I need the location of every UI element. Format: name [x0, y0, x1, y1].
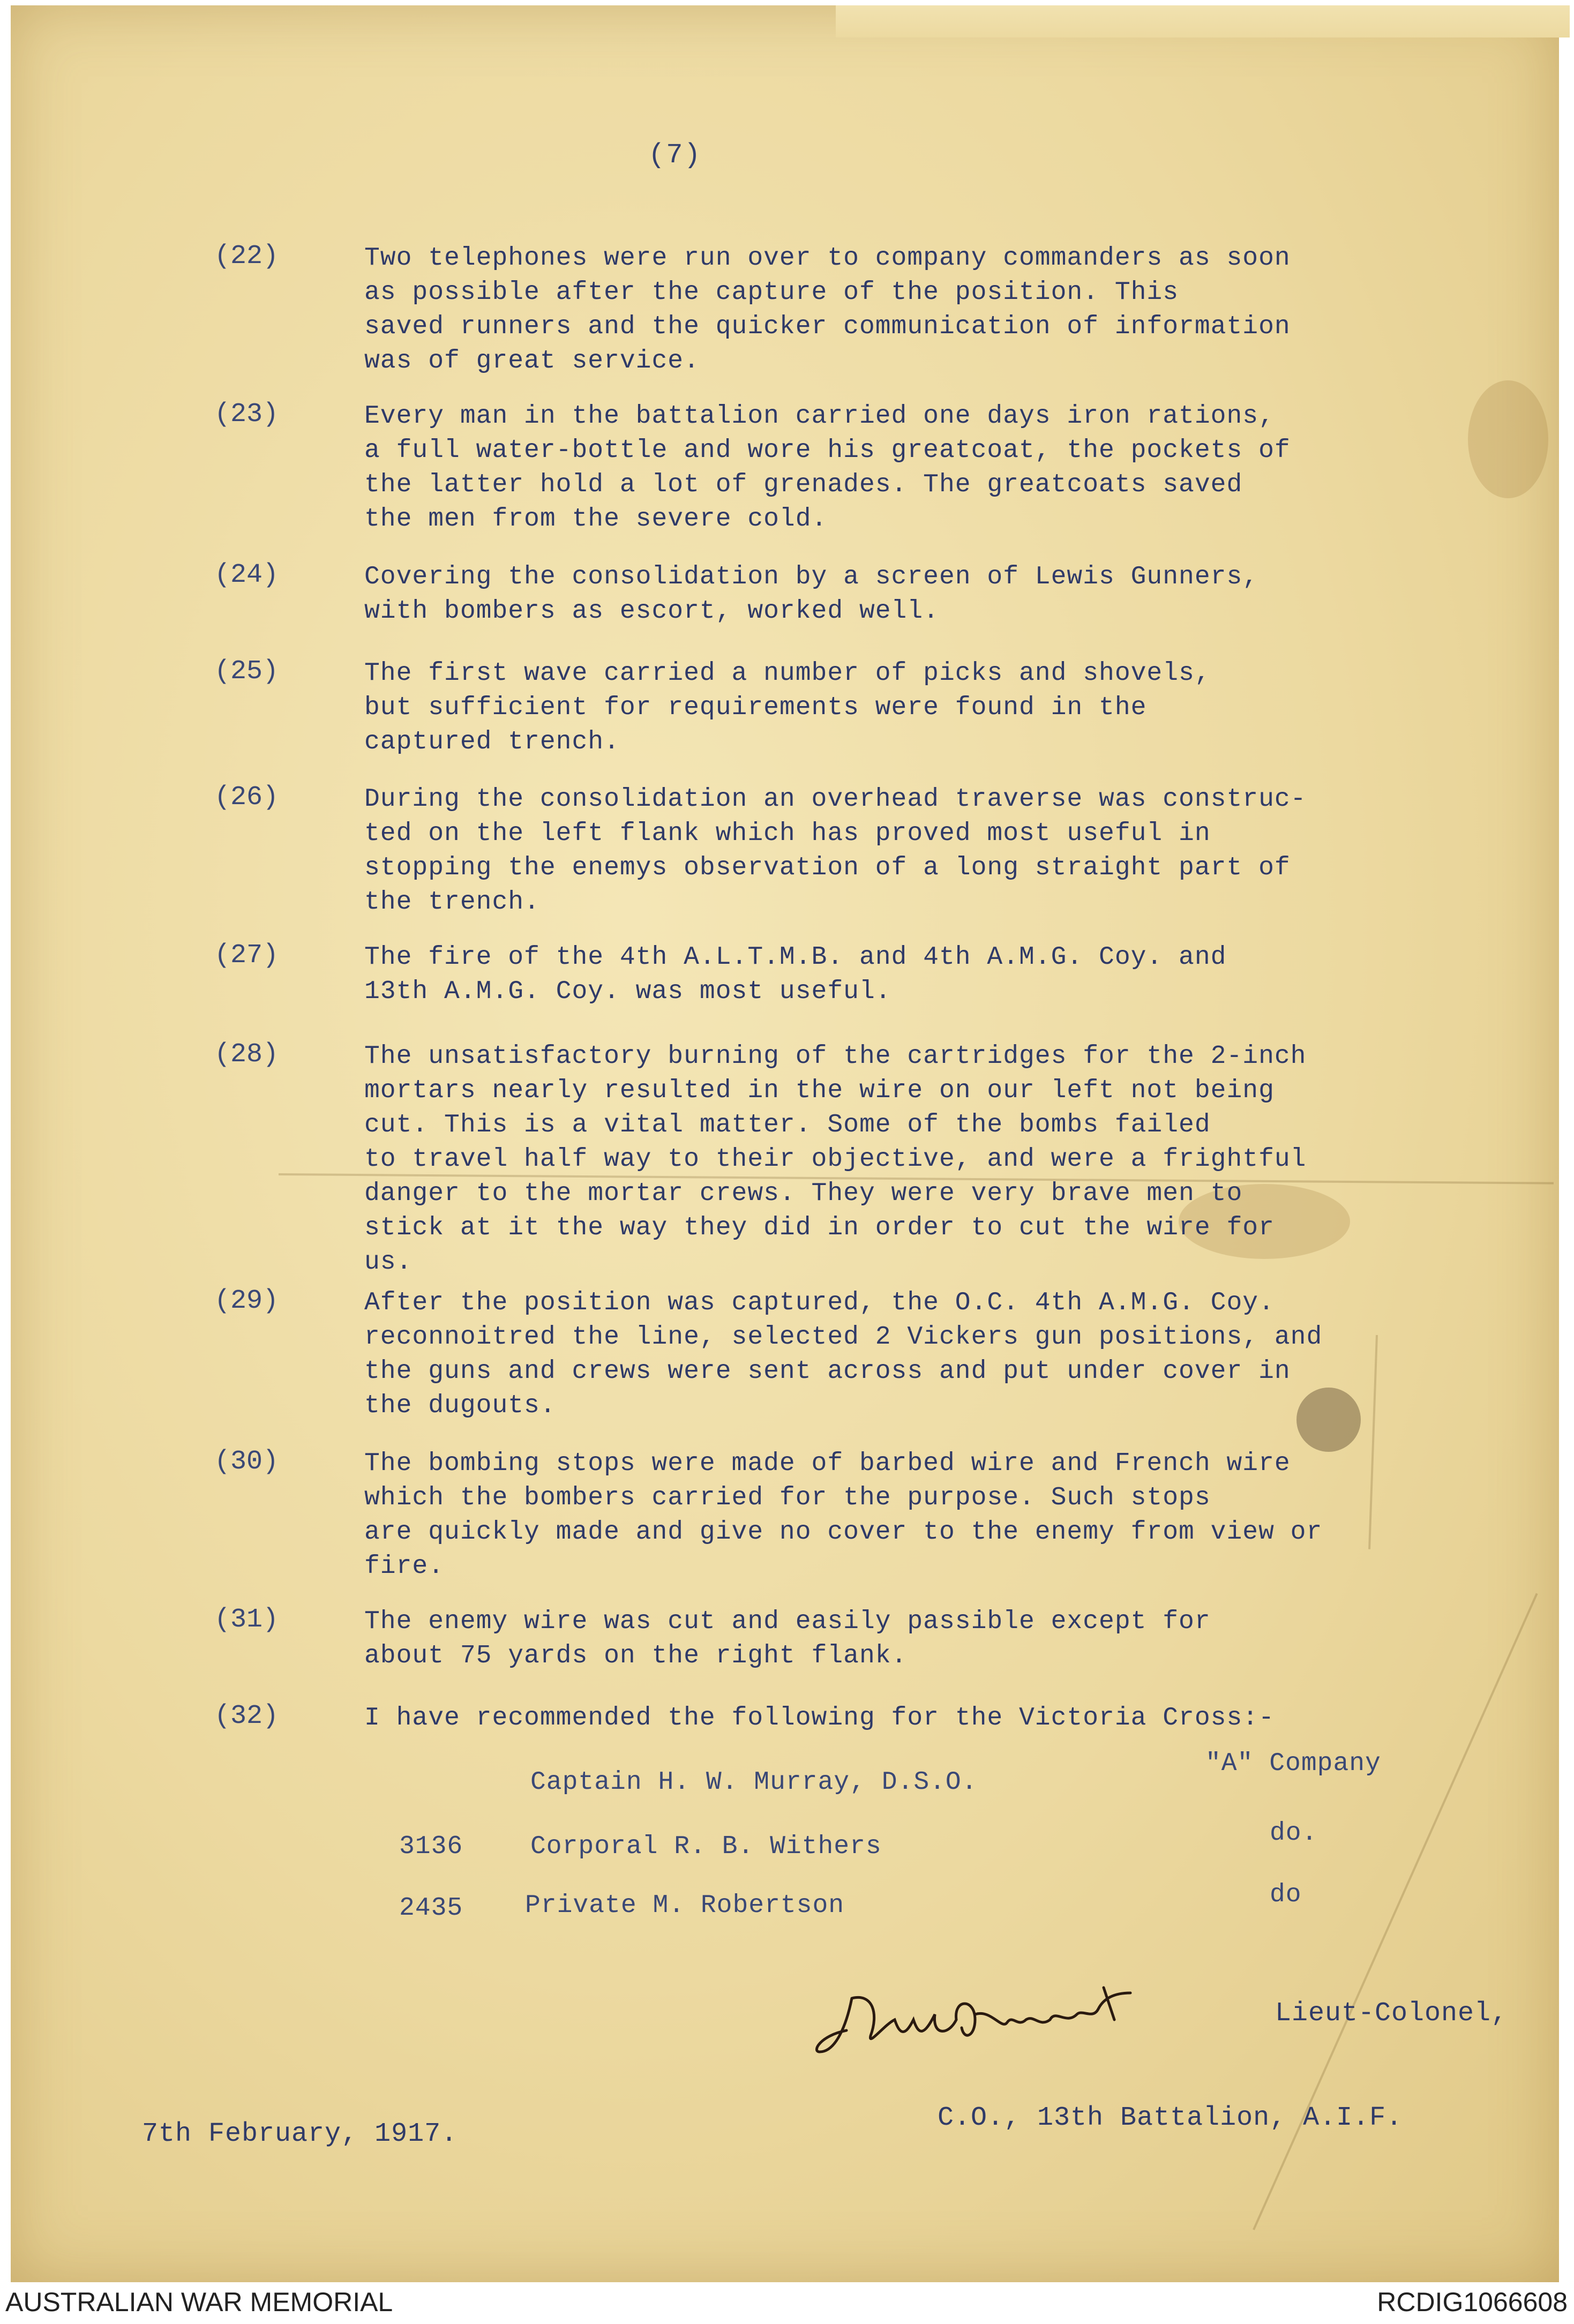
nominee-name: Captain H. W. Murray, D.S.O.	[530, 1768, 978, 1797]
archive-footer-label: AUSTRALIAN WAR MEMORIAL	[5, 2287, 393, 2317]
paragraph-text: The unsatisfactory burning of the cartridges for the 2-inch mortars nearly resulted in the wire on our left not being cut. This is a vital matter. Some of the bombs failed to travel half way to their objective, and were a frightful danger to the mortar crews. They were very brave men to stick at it the way they did in order to cut the wire for us.	[364, 1042, 1307, 1277]
archive-reference-id: RCDIG1066608	[1377, 2287, 1568, 2317]
paragraph-number: (22)	[214, 241, 279, 272]
paragraph-text: Two telephones were run over to company commanders as soon as possible after the capture of the position. This saved runners and the quicker communication of information was of great service.	[364, 244, 1291, 376]
paragraph-number: (29)	[214, 1286, 279, 1316]
paragraph-number: (23)	[214, 399, 279, 430]
signatory-rank: Lieut-Colonel,	[1275, 1998, 1508, 2029]
document-date: 7th February, 1917.	[142, 2119, 458, 2149]
nominee-name: Corporal R. B. Withers	[530, 1832, 882, 1861]
nominee-number: 3136	[399, 1832, 463, 1861]
paragraph-text: The bombing stops were made of barbed wire and French wire which the bombers carried for the purpose. Such stops are quickly made and give no cover to the enemy from view or fire.	[364, 1449, 1323, 1581]
nominee-name: Private M. Robertson	[525, 1891, 845, 1920]
paragraph-text: After the position was captured, the O.C. 4th A.M.G. Coy. reconnoitred the line, selected 2 Vickers gun positions, and the guns and crews were sent across and put under cover in the dugouts.	[364, 1288, 1323, 1420]
paragraph-number: (24)	[214, 560, 279, 590]
handwritten-signature	[814, 1977, 1157, 2068]
page-number: (7)	[648, 139, 702, 171]
paragraph-number: (30)	[214, 1446, 279, 1477]
paragraph-text: Every man in the battalion carried one days iron rations, a full water-bottle and wore his greatcoat, the pockets of the latter hold a lot of grenades. The greatcoats saved the men from the severe cold.	[364, 402, 1291, 534]
crease	[1253, 1593, 1538, 2230]
nominee-unit: do	[1270, 1880, 1302, 1909]
paragraph-number: (28)	[214, 1039, 279, 1070]
paragraph-text: The first wave carried a number of picks and shovels, but sufficient for requirements were found in the captured trench.	[364, 659, 1211, 756]
paragraph-text: The fire of the 4th A.L.T.M.B. and 4th A.M.G. Coy. and 13th A.M.G. Coy. was most useful.	[364, 943, 1227, 1006]
paragraph-number: (31)	[214, 1605, 279, 1635]
paragraph-text: I have recommended the following for the Victoria Cross:-	[364, 1704, 1275, 1733]
paragraph-text: Covering the consolidation by a screen of Lewis Gunners, with bombers as escort, worked well.	[364, 563, 1259, 626]
torn-edge	[836, 5, 1570, 38]
nominee-unit: do.	[1270, 1819, 1318, 1848]
signatory-unit: C.O., 13th Battalion, A.I.F.	[938, 2103, 1403, 2133]
paragraph-number: (27)	[214, 940, 279, 971]
paragraph-number: (32)	[214, 1701, 279, 1731]
paragraph-number: (26)	[214, 782, 279, 813]
paragraph-text: During the consolidation an overhead traverse was construc- ted on the left flank which has proved most useful in stopping the enemys observation of a long straight part of the trench.	[364, 785, 1307, 917]
paragraph-number: (25)	[214, 656, 279, 687]
nominee-number: 2435	[399, 1894, 463, 1923]
paragraph-text: The enemy wire was cut and easily passible except for about 75 yards on the right flank.	[364, 1607, 1211, 1670]
nominee-unit: "A" Company	[1205, 1749, 1381, 1778]
